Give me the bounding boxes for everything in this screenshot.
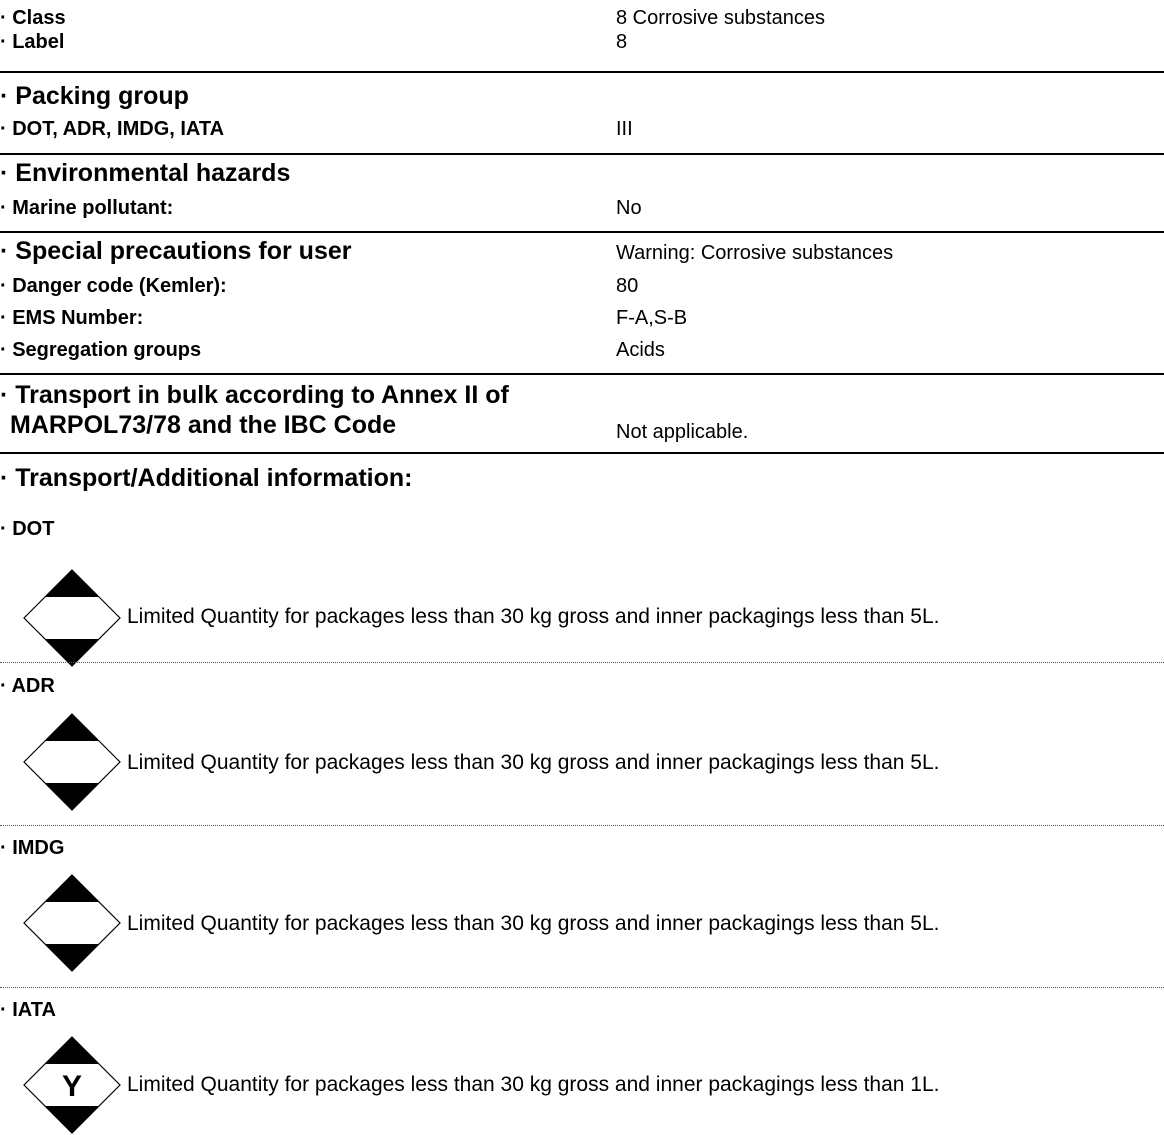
- class-label: · Class: [0, 7, 66, 29]
- packing-group-value: III: [616, 118, 633, 140]
- iata-mode-label: · IATA: [0, 999, 56, 1021]
- limited-quantity-y-mark-icon: [22, 1035, 122, 1135]
- iata-limited-quantity-text: Limited Quantity for packages less than 30 kg gross and inner packagings less than 1L.: [127, 1073, 940, 1096]
- dotted-divider: [0, 825, 1164, 826]
- class-value: 8 Corrosive substances: [616, 7, 825, 29]
- bulk-transport-heading-line2: MARPOL73/78 and the IBC Code: [10, 411, 397, 439]
- dotted-divider: [0, 662, 1164, 663]
- ems-number-label: · EMS Number:: [0, 307, 144, 329]
- special-precautions-warning: Warning: Corrosive substances: [616, 242, 894, 264]
- divider: [0, 71, 1164, 73]
- dot-limited-quantity-text: Limited Quantity for packages less than 30 kg gross and inner packagings less than 5L.: [127, 605, 940, 628]
- adr-mode-label: · ADR: [0, 675, 55, 697]
- marine-pollutant-value: No: [616, 197, 642, 219]
- additional-info-heading: · Transport/Additional information:: [0, 464, 413, 492]
- special-precautions-heading: · Special precautions for user: [0, 237, 352, 265]
- bulk-transport-value: Not applicable.: [616, 421, 749, 443]
- imdg-mode-label: · IMDG: [0, 837, 65, 859]
- adr-limited-quantity-text: Limited Quantity for packages less than 30 kg gross and inner packagings less than 5L.: [127, 751, 940, 774]
- dot-mode-label: · DOT: [0, 518, 55, 540]
- dotted-divider: [0, 987, 1164, 988]
- danger-code-label: · Danger code (Kemler):: [0, 275, 227, 297]
- danger-code-value: 80: [616, 275, 639, 297]
- divider: [0, 373, 1164, 375]
- bulk-transport-heading-line1: · Transport in bulk according to Annex II of: [0, 381, 509, 409]
- segregation-groups-value: Acids: [616, 339, 665, 361]
- limited-quantity-mark-icon: [22, 873, 122, 973]
- divider: [0, 231, 1164, 233]
- divider: [0, 153, 1164, 155]
- marine-pollutant-label: · Marine pollutant:: [0, 197, 174, 219]
- environmental-hazards-heading: · Environmental hazards: [0, 159, 291, 187]
- limited-quantity-mark-icon: [22, 568, 122, 668]
- label-label: · Label: [0, 31, 65, 53]
- limited-quantity-mark-icon: [22, 712, 122, 812]
- segregation-groups-label: · Segregation groups: [0, 339, 202, 361]
- label-value: 8: [616, 31, 628, 53]
- packing-group-label: · DOT, ADR, IMDG, IATA: [0, 118, 225, 140]
- ems-number-value: F-A,S-B: [616, 307, 688, 329]
- imdg-limited-quantity-text: Limited Quantity for packages less than 30 kg gross and inner packagings less than 5L.: [127, 912, 940, 935]
- packing-group-heading: · Packing group: [0, 82, 189, 110]
- iata-mark-letter: Y: [61, 1070, 83, 1103]
- divider: [0, 452, 1164, 454]
